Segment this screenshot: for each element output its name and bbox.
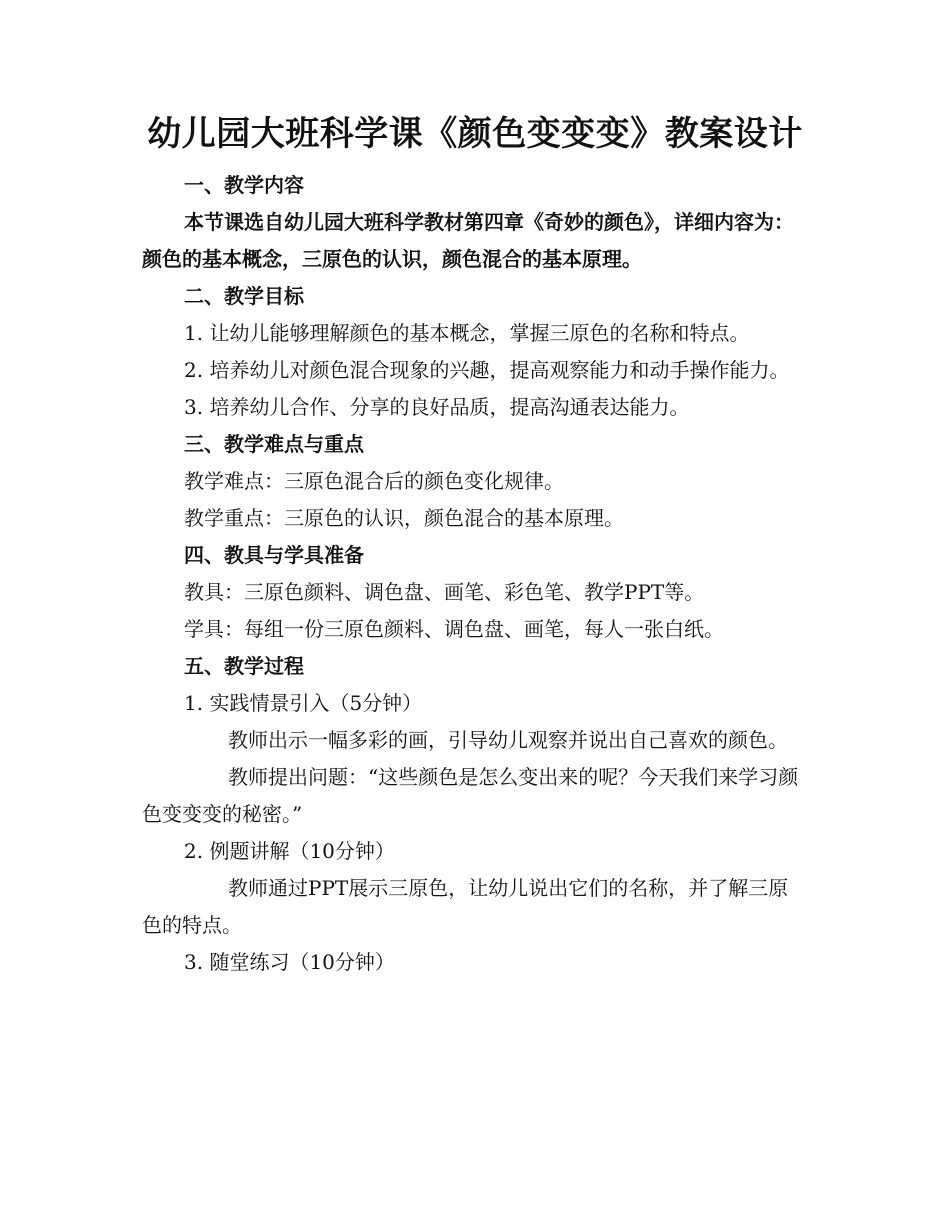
objective-item: 1. 让幼儿能够理解颜色的基本概念，掌握三原色的名称和特点。 [184,321,750,345]
section-heading-process: 五、教学过程 [184,654,304,678]
content-paragraph: 本节课选自幼儿园大班科学教材第四章《奇妙的颜色》，详细内容为：颜色的基本概念，三原色的认识，颜色混合的基本原理。 [142,210,794,271]
section-heading-objectives: 二、教学目标 [184,284,304,308]
section-heading-materials: 四、教具与学具准备 [184,543,364,567]
objective-item: 3. 培养幼儿合作、分享的良好品质，提高沟通表达能力。 [184,395,690,419]
document-body [142,167,807,981]
section-heading-difficulties: 三、教学难点与重点 [184,432,364,456]
process-detail: 教师提出问题：“这些颜色是怎么变出来的呢？今天我们来学习颜色变变变的秘密。” [142,765,799,826]
process-step: 2. 例题讲解（10分钟） [184,839,395,863]
document-title: 幼儿园大班科学课《颜色变变变》教案设计 [147,114,803,154]
process-detail: 教师出示一幅多彩的画，引导幼儿观察并说出自己喜欢的颜色。 [228,728,788,752]
difficulty-text: 教学难点：三原色混合后的颜色变化规律。 [184,469,564,493]
objective-item: 2. 培养幼儿对颜色混合现象的兴趣，提高观察能力和动手操作能力。 [184,358,790,382]
learning-tools-text: 学具：每组一份三原色颜料、调色盘、画笔，每人一张白纸。 [184,617,724,641]
process-step: 3. 随堂练习（10分钟） [184,950,395,974]
process-step: 1. 实践情景引入（5分钟） [184,691,423,715]
key-point-text: 教学重点：三原色的认识，颜色混合的基本原理。 [184,506,624,530]
section-heading-content: 一、教学内容 [184,173,304,197]
process-detail: 教师通过PPT展示三原色，让幼儿说出它们的名称，并了解三原色的特点。 [142,876,789,937]
teaching-tools-text: 教具：三原色颜料、调色盘、画笔、彩色笔、教学PPT等。 [184,580,705,604]
